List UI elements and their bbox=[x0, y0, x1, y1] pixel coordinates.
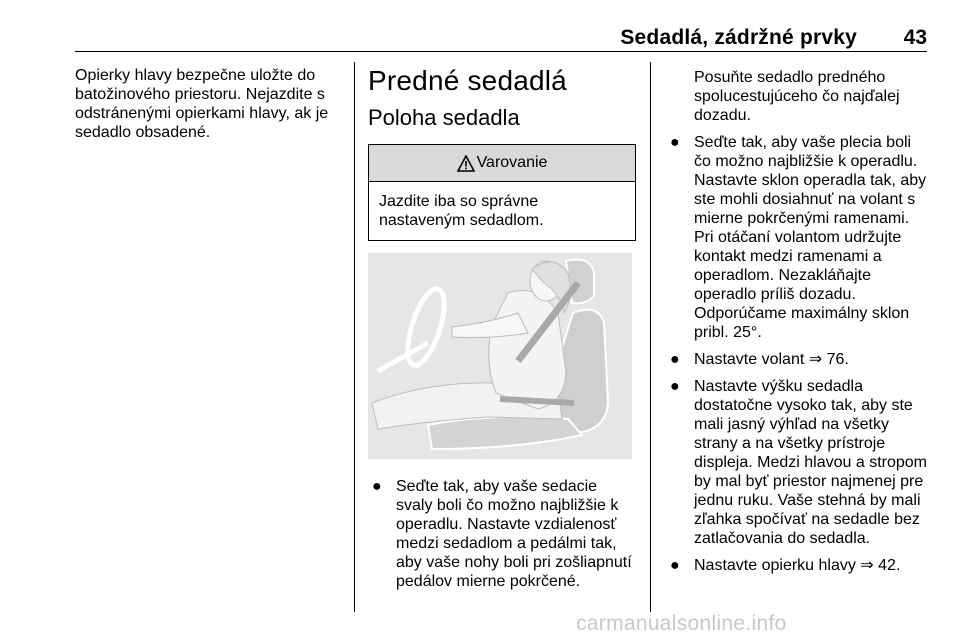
warning-text: Jazdite iba so správne nastaveným sedadlom. bbox=[379, 193, 544, 229]
continued-paragraph: Posuňte sedadlo predného spolucestujúceho čo najďalej dozadu. bbox=[694, 69, 900, 124]
bullet-dot: ● bbox=[670, 351, 680, 368]
middle-bullet-list bbox=[368, 477, 636, 591]
list-item-text: Seďte tak, aby vaše sedacie svaly boli čo možno najbližšie k operadlu. Nastavte vzdialenosť medzi sedadlom a pedálmi tak, aby vaše nohy boli pri zošliapnutí pedálov mierne pokrčené. bbox=[396, 478, 632, 590]
subsection-heading: Poloha sedadla bbox=[368, 105, 520, 130]
bullet-dot: ● bbox=[670, 557, 680, 574]
column-divider-left bbox=[354, 62, 355, 612]
list-item-text: Nastavte výšku sedadla dostatočne vysoko tak, aby ste mali jasný výhľad na všetky strany a na všetky prístroje displeja. Medzi hlavou a stropom by mal byť priestor najmenej pre jednu ruku. Vaše stehná by mali zľahka spočívať na sedadle bez zatlačovania do sedadla. bbox=[694, 378, 928, 547]
list-item bbox=[666, 350, 930, 369]
list-item bbox=[666, 556, 930, 575]
list-item-text: Seďte tak, aby vaše plecia boli čo možno najbližšie k operadlu. Nastavte sklon operadla tak, aby ste mohli dosiahnuť na volant s mierne pokrčenými ramenami. Pri otáčaní volantom udržujte kontakt medzi ramenami a operadlom. Nezakláňajte operadlo príliš dozadu. Odporúčame maximálny sklon pribl. 25°. bbox=[694, 134, 927, 341]
warning-title: Varovanie bbox=[476, 154, 548, 171]
warning-triangle-icon bbox=[457, 155, 475, 172]
right-column bbox=[666, 68, 930, 583]
warning-header bbox=[369, 145, 635, 182]
page-reference-link[interactable]: Nastavte opierku hlavy ⇒ 42. bbox=[694, 557, 901, 574]
page-number: 43 bbox=[903, 26, 927, 49]
list-item bbox=[666, 133, 930, 342]
warning-box bbox=[368, 144, 636, 241]
watermark: carmanualsonline.info bbox=[576, 612, 787, 635]
bullet-dot: ● bbox=[372, 478, 382, 495]
list-item bbox=[666, 377, 930, 548]
page-header bbox=[75, 26, 927, 52]
bullet-dot: ● bbox=[670, 378, 680, 395]
section-heading: Predné sedadlá bbox=[368, 65, 567, 96]
bullet-dot: ● bbox=[670, 134, 680, 151]
list-item bbox=[368, 477, 636, 591]
column-divider-right bbox=[650, 62, 651, 612]
middle-column bbox=[368, 64, 636, 599]
seated-driver-illustration bbox=[368, 253, 632, 459]
left-column bbox=[75, 66, 341, 142]
header-rule bbox=[75, 51, 927, 52]
headrest-storage-paragraph: Opierky hlavy bezpečne uložte do batožinového priestoru. Nejazdite s odstránenými opierkami hlavy, ak je sedadlo obsadené. bbox=[75, 67, 329, 141]
section-title: Sedadlá, zádržné prvky bbox=[620, 26, 857, 49]
page-reference-link[interactable]: Nastavte volant ⇒ 76. bbox=[694, 351, 849, 368]
